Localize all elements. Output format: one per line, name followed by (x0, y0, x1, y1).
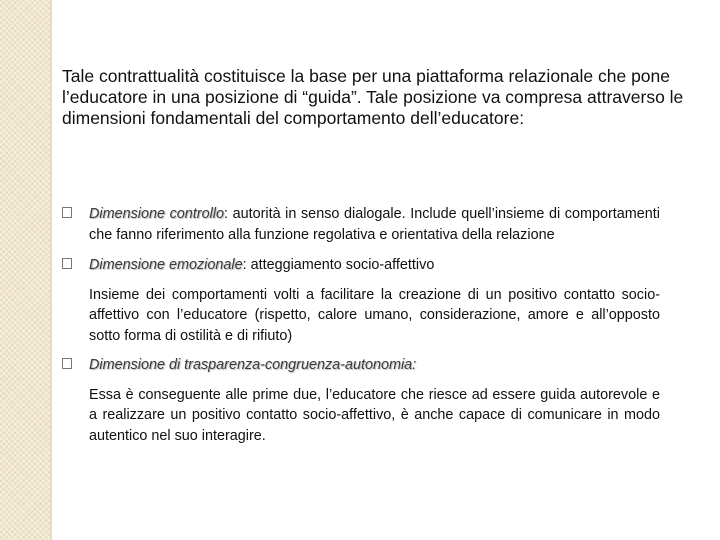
bullet-text (89, 255, 660, 276)
bullet-text (89, 204, 660, 245)
dimension-list (62, 204, 660, 446)
square-bullet-icon (62, 258, 72, 269)
list-item-trasparenza (62, 355, 660, 376)
list-item-emozionale-detail (62, 285, 660, 347)
list-item-controllo (62, 204, 660, 245)
term-trasparenza: Dimensione di trasparenza-congruenza-autonomia: (89, 357, 417, 373)
square-bullet-icon (62, 358, 72, 369)
list-item-emozionale (62, 255, 660, 276)
paragraph-emozionale: Insieme dei comportamenti volti a facilitare la creazione di un positivo contatto socio-affettivo con l’educatore (rispetto, calore umano, considerazione, amore e all’opposto sotto forma di ostilità e di rifiuto) (89, 286, 660, 344)
description-controllo: : autorità in senso dialogale. Include quell’insieme di comportamenti che fanno riferimento alla funzione regolativa e orientativa della relazione (89, 206, 660, 243)
paragraph-trasparenza: Essa è conseguente alle prime due, l’educatore che riesce ad essere guida autorevole e a realizzare un positivo contatto socio-affettivo, è anche capace di comunicare in modo autentico nel suo interagire. (89, 386, 660, 444)
decorative-side-band (0, 0, 50, 540)
intro-paragraph: Tale contrattualità costituisce la base per una piattaforma relazionale che pone l’educatore in una posizione di “guida”. Tale posizione va compresa attraverso le dimensioni fondamentali del comportamento dell’educatore: (62, 66, 684, 128)
list-item-trasparenza-detail (62, 385, 660, 447)
description-emozionale: : atteggiamento socio-affettivo (242, 257, 435, 273)
term-controllo: Dimensione controllo (89, 206, 224, 222)
term-emozionale: Dimensione emozionale (89, 257, 243, 273)
bullet-text (89, 355, 660, 376)
side-band-edge (50, 0, 52, 540)
square-bullet-icon (62, 207, 72, 218)
